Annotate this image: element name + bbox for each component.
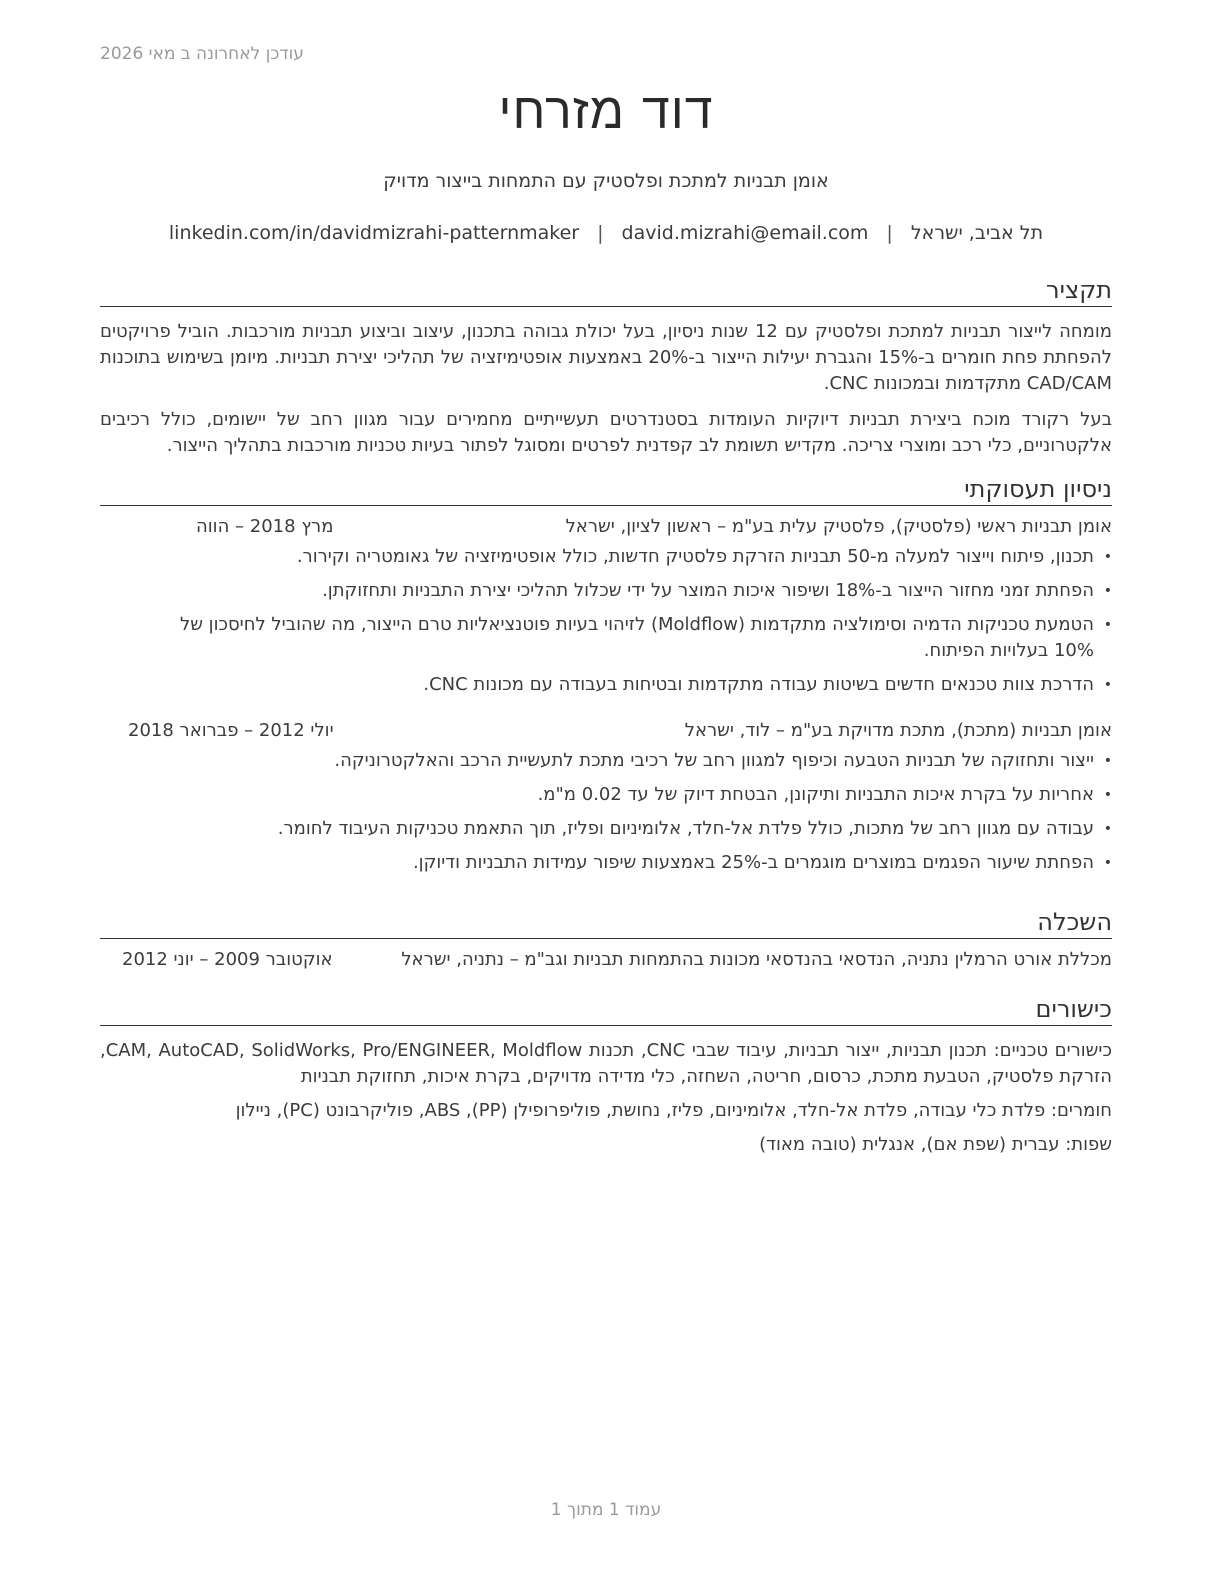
linkedin-link[interactable]: linkedin.com/in/davidmizrahi-patternmaker: [168, 222, 580, 244]
section-title: כישורים: [100, 995, 1112, 1026]
section-title: השכלה: [100, 908, 1112, 939]
job-bullets: [100, 748, 1112, 876]
skills-section: [100, 995, 1112, 1158]
separator: |: [597, 222, 604, 244]
list-item: • עבודה עם מגוון רחב של מתכות, כולל פלדת אל-חלד, אלומיניום ופליז, תוך התאמת טכניקות העיבוד לחומר.: [140, 816, 1112, 842]
job-dates: מרץ 2018 – הווה: [196, 516, 334, 537]
list-item: • הטמעת טכניקות הדמיה וסימולציה מתקדמות (Moldflow) לזיהוי בעיות פוטנציאליות טרם הייצור, מה שהוביל לחיסכון של 10% בעלויות הפיתוח.: [140, 612, 1112, 664]
experience-section: [100, 475, 1112, 876]
list-item: • הדרכת צוות טכנאים חדשים בשיטות עבודה מתקדמות ובטיחות בעבודה עם מכונות CNC.: [140, 672, 1112, 698]
languages: שפות: עברית (שפת אם), אנגלית (טובה מאוד): [759, 1134, 1112, 1155]
job-header: [100, 720, 1112, 748]
job-header: [100, 516, 1112, 544]
job-dates: יולי 2012 – פברואר 2018: [128, 720, 334, 741]
page-number: עמוד 1 מתוך 1: [550, 1500, 662, 1520]
technical-skills: כישורים טכניים: תכנון תבניות, ייצור תבניות, עיבוד שבבי CNC, תכנות CAM, AutoCAD, SolidWorks, Pro/ENGINEER, Moldflow, הזרקת פלסטיק, הטבעת מתכת, כרסום, חריטה, השחזה, כלי מדידה מדויקים, בקרת איכות, תחזוקת תבניות: [100, 1040, 1112, 1087]
list-item: • ייצור ותחזוקה של תבניות הטבעה וכיפוף למגוון רחב של רכיבי מתכת לתעשיית הרכב והאלקטרוניקה.: [140, 748, 1112, 774]
materials: חומרים: פלדת כלי עבודה, פלדת אל-חלד, אלומיניום, פליז, נחושת, פוליפרופילן (PP), ABS, פוליקרבונט (PC), ניילון: [235, 1100, 1112, 1121]
separator: |: [886, 222, 893, 244]
list-item: • הפחתת שיעור הפגמים במוצרים מוגמרים ב-25% באמצעות שיפור עמידות התבניות ודיוקן.: [140, 850, 1112, 876]
summary-paragraph: בעל רקורד מוכח ביצירת תבניות דיוקיות העומדות בסטנדרטים תעשייתיים מחמירים עבור מגוון רחב של יישומים, כולל רכיבים אלקטרוניים, כלי רכב ומוצרי צריכה. מקדיש תשומת לב קפדנית לפרטים ומסוגל לפתור בעיות טכניות מורכבות בתהליך הייצור.: [100, 409, 1112, 456]
list-item: • הפחתת זמני מחזור הייצור ב-18% ושיפור איכות המוצר על ידי שכלול תהליכי יצירת התבניות ותחזוקתן.: [140, 578, 1112, 604]
list-item: • תכנון, פיתוח וייצור למעלה מ-50 תבניות הזרקת פלסטיק חדשות, כולל אופטימיזציה של גאומטריה וקירור.: [140, 544, 1112, 570]
education-dates: אוקטובר 2009 – יוני 2012: [122, 949, 333, 970]
section-title: ניסיון תעסוקתי: [100, 475, 1112, 506]
job-bullets: [100, 544, 1112, 698]
resume-page: [100, 0, 1112, 1584]
list-item: • אחריות על בקרת איכות התבניות ותיקונן, הבטחת דיוק של עד 0.02 מ"מ.: [140, 782, 1112, 808]
education-entry: [100, 949, 1112, 977]
job-role: אומן תבניות (מתכת), מתכת מדויקת בע"מ – לוד, ישראל: [684, 720, 1112, 741]
headline: אומן תבניות למתכת ופלסטיק עם התמחות בייצור מדויק: [383, 170, 829, 192]
person-name: דוד מזרחי: [498, 82, 714, 140]
education-section: [100, 908, 1112, 977]
section-title: תקציר: [100, 276, 1112, 307]
contact-line: [100, 222, 1112, 244]
email-link[interactable]: david.mizrahi@email.com: [621, 222, 869, 244]
location: תל אביב, ישראל: [910, 222, 1044, 244]
summary-paragraph: מומחה לייצור תבניות למתכת ופלסטיק עם 12 שנות ניסיון, בעל יכולת גבוהה בתכנון, עיצוב וביצוע תבניות מורכבות. הוביל פרויקטים להפחתת פחת חומרים ב-15% והגברת יעילות הייצור ב-20% באמצעות אופטימיזציה של תהליכי יצירת תבניות. מיומן בשימוש בתוכנות CAD/CAM מתקדמות ובמכונות CNC.: [100, 321, 1112, 394]
summary-section: [100, 276, 1112, 459]
job-role: אומן תבניות ראשי (פלסטיק), פלסטיק עלית בע"מ – ראשון לציון, ישראל: [565, 516, 1112, 537]
education-school: מכללת אורט הרמלין נתניה, הנדסאי בהנדסאי מכונות בהתמחות תבניות וגב"מ – נתניה, ישראל: [401, 949, 1112, 970]
last-updated: עודכן לאחרונה ב מאי 2026: [100, 44, 304, 64]
